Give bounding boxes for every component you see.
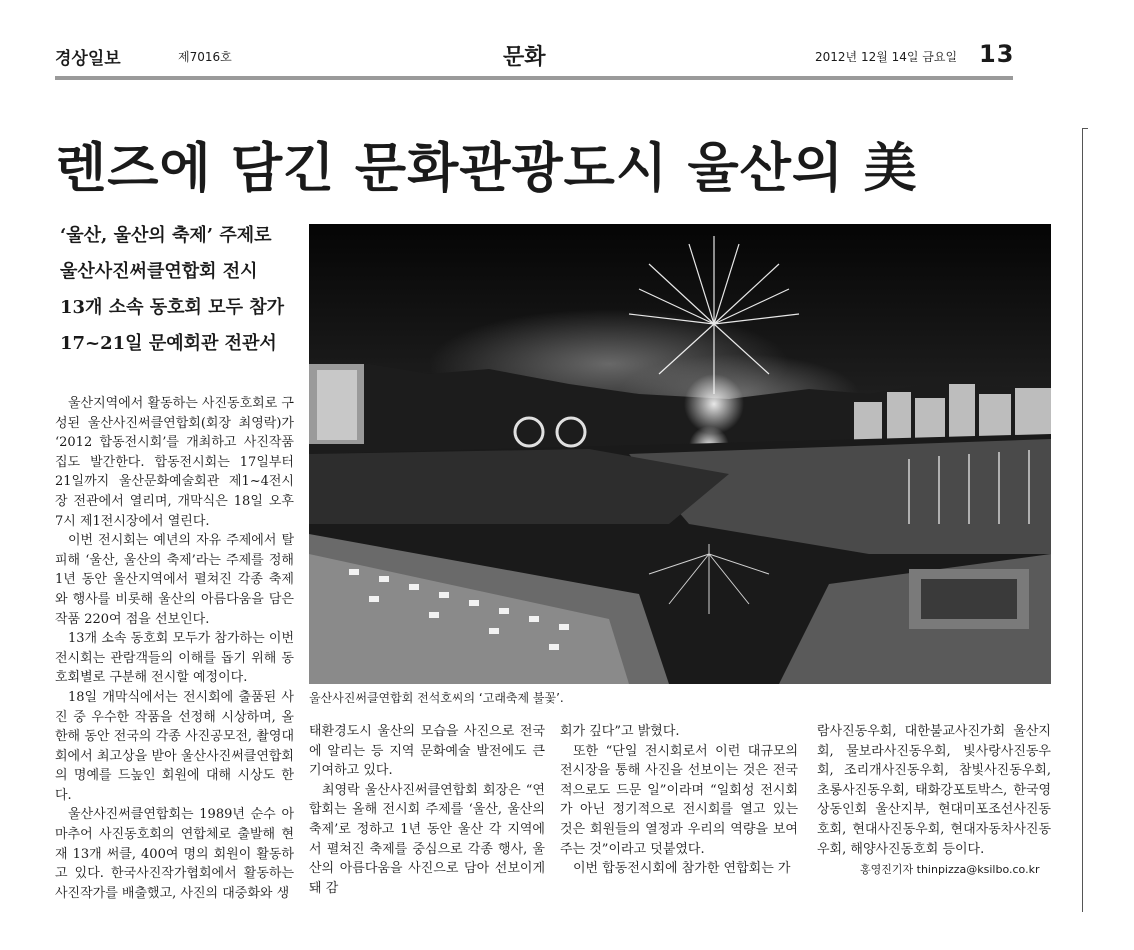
article-column-4 [817,722,1051,859]
paragraph: 회가 깊다”고 밝혔다. [560,724,680,739]
subhead-line: ‘울산, 울산의 축제’ 주제로 [60,225,272,246]
masthead [55,38,1015,76]
paragraph: 이번 합동전시회에 참가한 연합회는 가 [573,861,791,877]
photo-illustration [309,224,1051,684]
headline: 렌즈에 담긴 문화관광도시 울산의 美 [55,137,918,199]
subhead-line: 17~21일 문예회관 전관서 [60,333,277,354]
page-edge-tick [1082,128,1088,129]
subheads [60,218,300,362]
subhead-line: 울산사진써클연합회 전시 [60,261,258,282]
paragraph: 18일 개막식에서는 전시회에 출품된 사진 중 우수한 작품을 선정해 시상하며, 올 한해 동안 전국의 각종 사진공모전, 촬영대회에서 최고상을 받아 울산사진써클연합회의 명예를 드높인 회원에 대해 시상도 한다. [55,689,294,803]
paragraph: 또한 “단일 전시회로서 이런 대규모의 전시장을 통해 사진을 선보이는 것은 전국적으로도 드문 일”이라며 “일회성 전시회가 아닌 정기적으로 전시회를 열고 있는 것은 회원들의 열정과 우리의 역량을 보여주는 것”이라고 덧붙였다. [560,743,798,857]
paragraph: 이번 전시회는 예년의 자유 주제에서 탈피해 ‘울산, 울산의 축제’라는 주제를 정해 1년 동안 울산지역에서 펼쳐진 각종 축제와 행사를 비롯해 울산의 아름다움을 담은 작품 220여 점을 선보인다. [55,533,294,627]
paper-name: 경상일보 [55,49,121,69]
page-number: 13 [979,40,1015,68]
photo-caption: 울산사진써클연합회 전석호씨의 ‘고래축제 불꽃’. [309,691,564,705]
article-column-1 [55,394,294,903]
paragraph: 태환경도시 울산의 모습을 사진으로 전국에 알리는 등 지역 문화예술 발전에도 큰 기여하고 있다. [309,724,545,779]
paragraph: 최영락 울산사진써클연합회 회장은 “연합회는 올해 전시회 주제를 ‘울산, 울산의 축제’로 정하고 1년 동안 울산 각 지역에서 펼쳐진 축제를 중심으로 각종 행사, 울산의 아름다움을 사진으로 담아 선보이게 돼 감 [309,782,545,896]
article-column-3 [560,722,798,879]
article-column-2 [309,722,545,898]
masthead-rule [55,76,1013,80]
byline: 홍영진기자 thinpizza@ksilbo.co.kr [860,863,1040,876]
paragraph: 13개 소속 동호회 모두가 참가하는 이번 전시회는 관람객들의 이해를 돕기 위해 동호회별로 구분해 전시할 예정이다. [55,631,294,686]
paragraph: 울산사진써클연합회는 1989년 순수 아마추어 사진동호회의 연합체로 출발해 현재 13개 써클, 400여 명의 회원이 활동하고 있다. 한국사진작가협회에서 활동하는 사진작가를 배출했고, 사진의 대중화와 생 [55,807,294,901]
paragraph: 울산지역에서 활동하는 사진동호회로 구성된 울산사진써클연합회(회장 최영락)가 ‘2012 합동전시회’를 개최하고 사진작품집도 발간한다. 합동전시회는 17일부터 21일까지 울산문화예술회관 제1~4전시장 전관에서 열리며, 개막식은 18일 오후 7시 제1전시장에서 열린다. [55,396,294,529]
section-title: 문화 [503,45,546,70]
publication-date: 2012년 12월 14일 금요일 [815,50,958,64]
subhead-line: 13개 소속 동호회 모두 참가 [60,297,284,318]
paragraph: 람사진동우회, 대한불교사진가회 울산지회, 물보라사진동우회, 빛사랑사진동우회, 조리개사진동우회, 참빛사진동우회, 초롱사진동우회, 태화강포토박스, 한국영상동인회 울산지부, 현대미포조선사진동호회, 현대사진동우회, 현대자동차사진동우회, 해양사진동호회 등이다. [817,724,1051,857]
issue-number: 제7016호 [178,50,232,64]
fireworks-photo [309,224,1051,684]
page-edge-rule [1082,128,1083,912]
